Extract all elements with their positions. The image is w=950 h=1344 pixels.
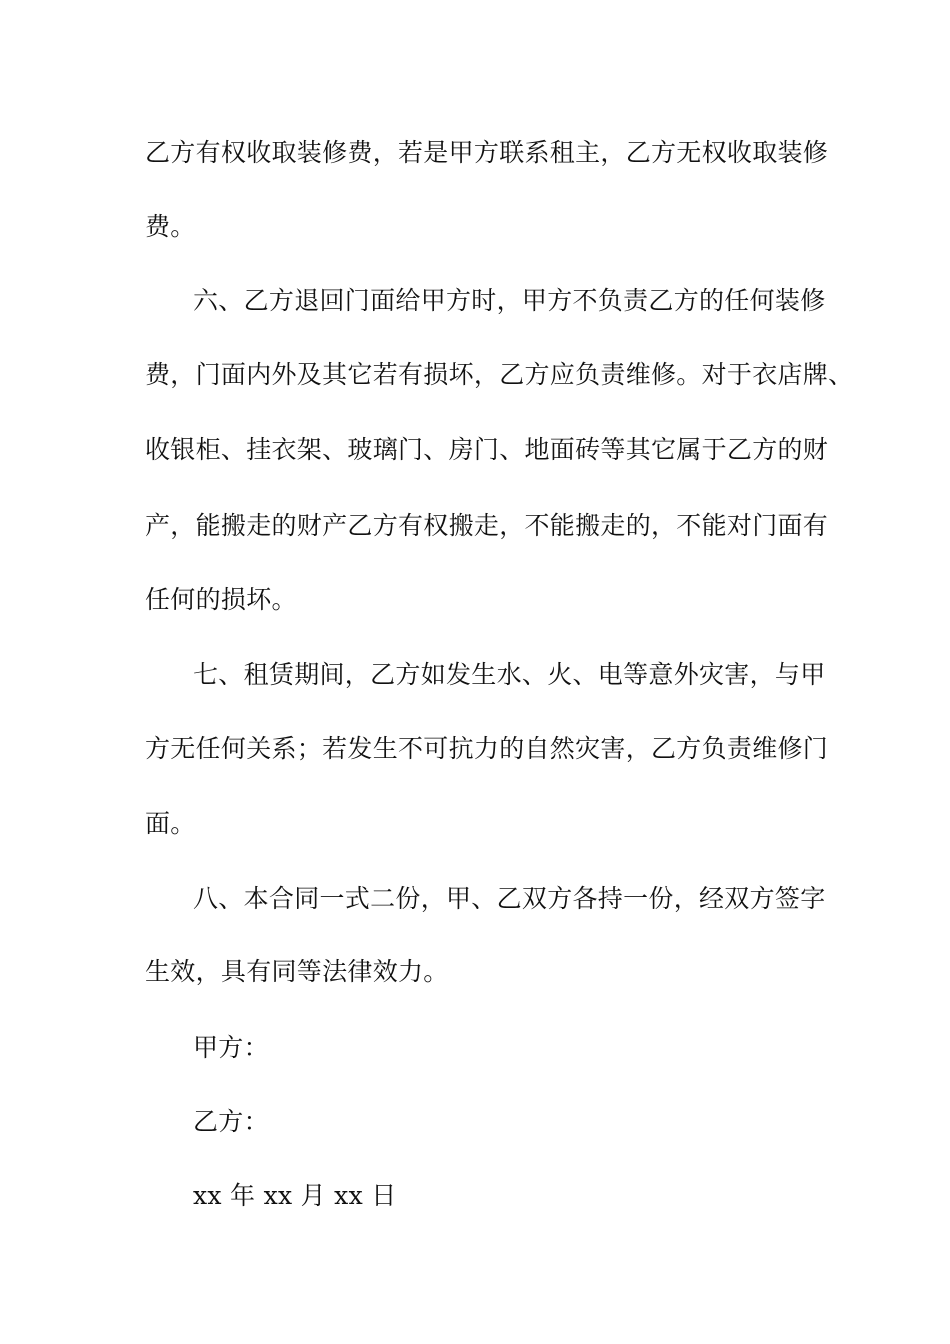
text-line: 乙方有权收取装修费，若是甲方联系租主，乙方无权收取装修: [145, 138, 829, 167]
text-line: 面。: [145, 809, 196, 838]
text-line: 生效，具有同等法律效力。: [145, 957, 449, 986]
text-line: 八、本合同一式二份，甲、乙双方各持一份，经双方签字: [193, 884, 826, 913]
text-line: 方无任何关系；若发生不可抗力的自然灾害，乙方负责维修门: [145, 734, 829, 763]
text-line: 产，能搬走的财产乙方有权搬走，不能搬走的，不能对门面有: [145, 511, 829, 540]
signature-party-a: 甲方：: [193, 1033, 269, 1062]
signature-date: xx 年 xx 月 xx 日: [193, 1181, 397, 1210]
signature-party-b: 乙方：: [193, 1107, 269, 1136]
text-line: 七、租赁期间，乙方如发生水、火、电等意外灾害，与甲: [193, 660, 826, 689]
text-line: 费。: [145, 212, 196, 241]
text-line: 收银柜、挂衣架、玻璃门、房门、地面砖等其它属于乙方的财: [145, 435, 829, 464]
text-line: 六、乙方退回门面给甲方时，甲方不负责乙方的任何装修: [193, 286, 826, 315]
text-line: 费，门面内外及其它若有损坏，乙方应负责维修。对于衣店牌、: [145, 360, 854, 389]
text-line: 任何的损坏。: [145, 585, 297, 614]
